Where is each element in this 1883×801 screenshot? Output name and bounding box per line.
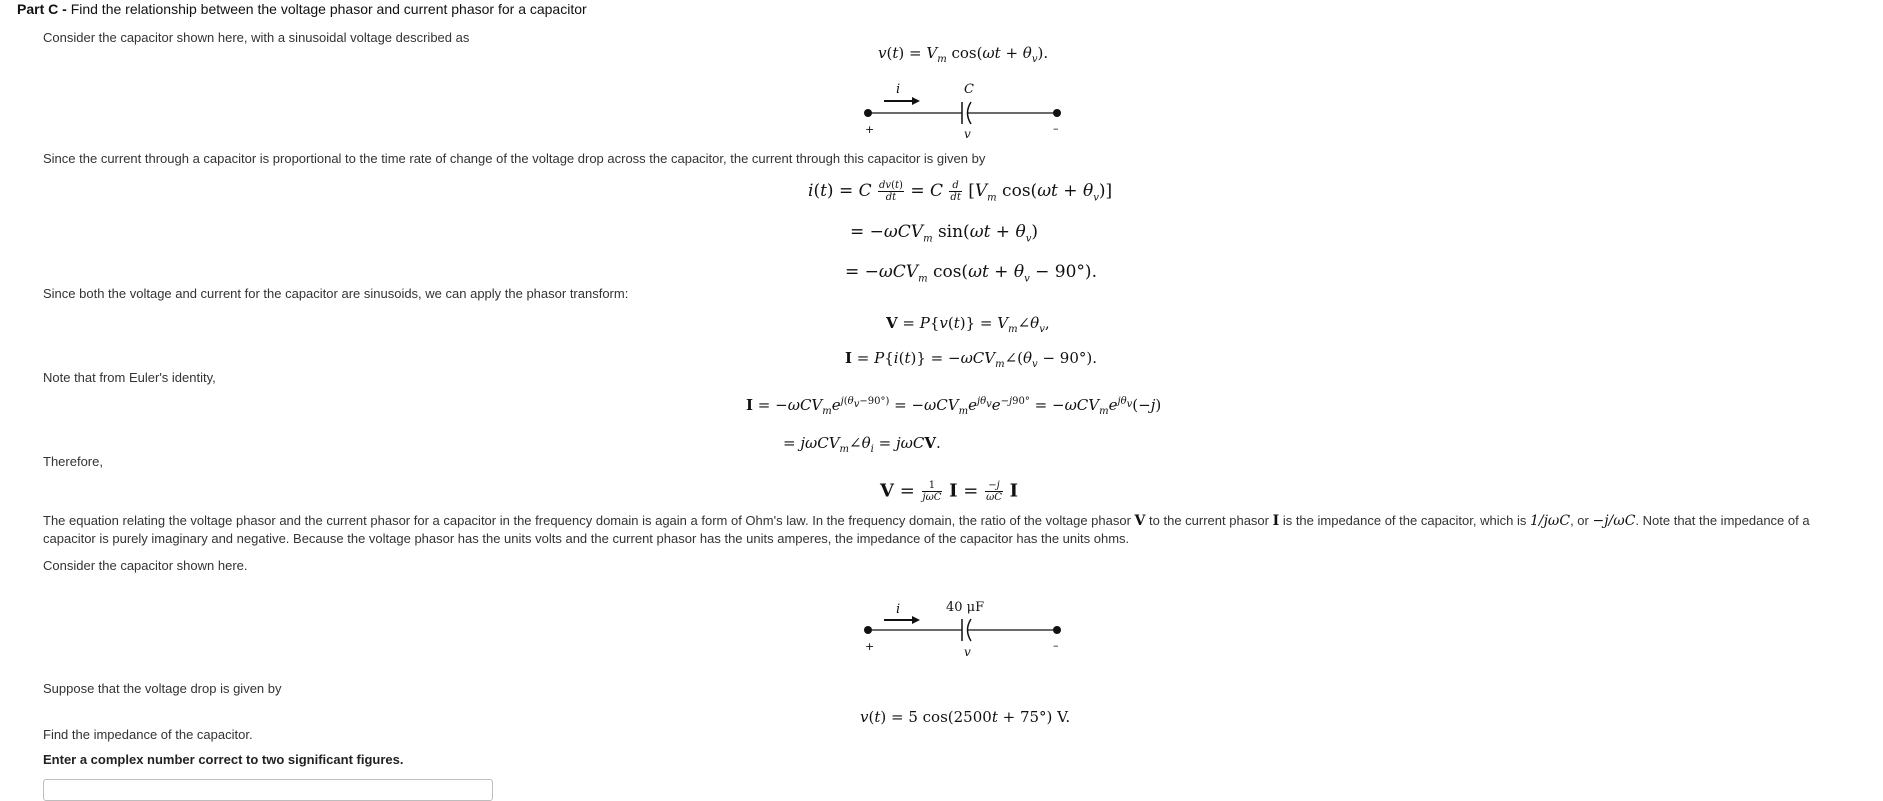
current-equation-line-2: = −ωCV$_m$ $\sin(\omega t + \theta_v)$: [850, 222, 1039, 245]
phasor-text: Since both the voltage and current for the capacitor are sinusoids, we can apply the phasor transform:: [43, 286, 629, 301]
impedance-equation: V = $\frac{1}{\text{jωC}}$ I = $\frac{-j}{\omega C}$ I: [880, 480, 1019, 503]
current-equation-line-1: i(t) = C $\frac{dv(t)}{dt}$ = C $\frac{d}{dt}$ [$V_m$ $\cos(\omega t + \theta_v)$]: [808, 180, 1113, 204]
part-title: [17, 1, 587, 17]
euler-equation-line-2: = $j\omega CV_m\angle\theta_i = j\omega CV$.: [783, 434, 941, 455]
given-voltage-equation: v(t) = 5 cos(2500t + 75°) V.: [860, 708, 1071, 726]
instruction-text: Enter a complex number correct to two significant figures.: [43, 752, 404, 767]
capacitor-circuit-diagram-40uf: [860, 596, 1070, 662]
current-label: i: [896, 602, 901, 617]
right-terminal: [1053, 626, 1061, 634]
consider-text: Consider the capacitor shown here.: [43, 558, 248, 573]
current-arrow-head: [912, 616, 920, 624]
plus-sign: +: [865, 640, 875, 653]
euler-equation-line-1: $I = -\omega CV_me^{j(\theta_v-90^\circ)} = -\omega CV_me^{j\theta_v}e^{-j90^\circ} = -\omega CV_me^{j\theta_v}(-j)$: [746, 396, 1162, 417]
minus-sign: –: [1053, 639, 1059, 652]
euler-text: Note that from Euler's identity,: [43, 370, 216, 385]
voltage-phasor-symbol: V: [1134, 513, 1146, 529]
current-equation-line-3: = −ωCV$_m$ $\cos(\omega t + \theta_v - 90^\circ)$.: [845, 262, 1097, 285]
intro-text: Consider the capacitor shown here, with a sinusoidal voltage described as: [43, 30, 470, 45]
capacitor-label: C: [964, 82, 974, 97]
current-label: i: [896, 82, 901, 97]
answer-input[interactable]: [43, 779, 493, 801]
current-phasor-equation: $I = P\{i(t)\} = -\omega CV_m\angle(\theta_v - 90^\circ)$.: [845, 349, 1098, 370]
therefore-text: Therefore,: [43, 454, 103, 469]
suppose-text: Suppose that the voltage drop is given by: [43, 681, 282, 696]
voltage-equation: $v(t) = V_m$ $\cos(\omega t + \theta_v)$.: [878, 44, 1049, 65]
part-label: Part C -: [17, 1, 67, 17]
capacitance-label: 40 μF: [946, 600, 985, 615]
minus-sign: –: [1053, 122, 1059, 135]
current-phasor-symbol: I: [1272, 513, 1280, 529]
current-arrow-head: [912, 97, 920, 105]
voltage-label: v: [964, 645, 971, 659]
voltage-phasor-equation: $V = P\{v(t)\} = V_m\angle\theta_v$,: [886, 314, 1050, 335]
voltage-label: v: [964, 127, 971, 141]
right-terminal: [1053, 109, 1061, 117]
impedance-formula-2: −j/ωC: [1592, 513, 1636, 529]
impedance-formula-1: 1/jωC: [1529, 513, 1571, 529]
ohms-law-paragraph: The equation relating the voltage phasor and the current phasor for a capacitor in the frequency domain is again a form of Ohm's law. In the frequency domain, the ratio of the voltage phasor V to the current phasor I is the impedance of the capacitor, which is 1/jωC, or −j/ωC. Note that the impedance of a capacitor is purely imaginary and negative. Because the voltage phasor has the units volts and the current phasor has the units amperes, the impedance of the capacitor has the units ohms.: [43, 513, 1810, 546]
plus-sign: +: [865, 123, 875, 136]
part-heading: Find the relationship between the voltage phasor and current phasor for a capacitor: [70, 1, 587, 17]
current-text: Since the current through a capacitor is proportional to the time rate of change of the voltage drop across the capacitor, the current through this capacitor is given by: [43, 151, 986, 166]
find-text: Find the impedance of the capacitor.: [43, 727, 253, 742]
capacitor-circuit-diagram: [860, 78, 1070, 142]
